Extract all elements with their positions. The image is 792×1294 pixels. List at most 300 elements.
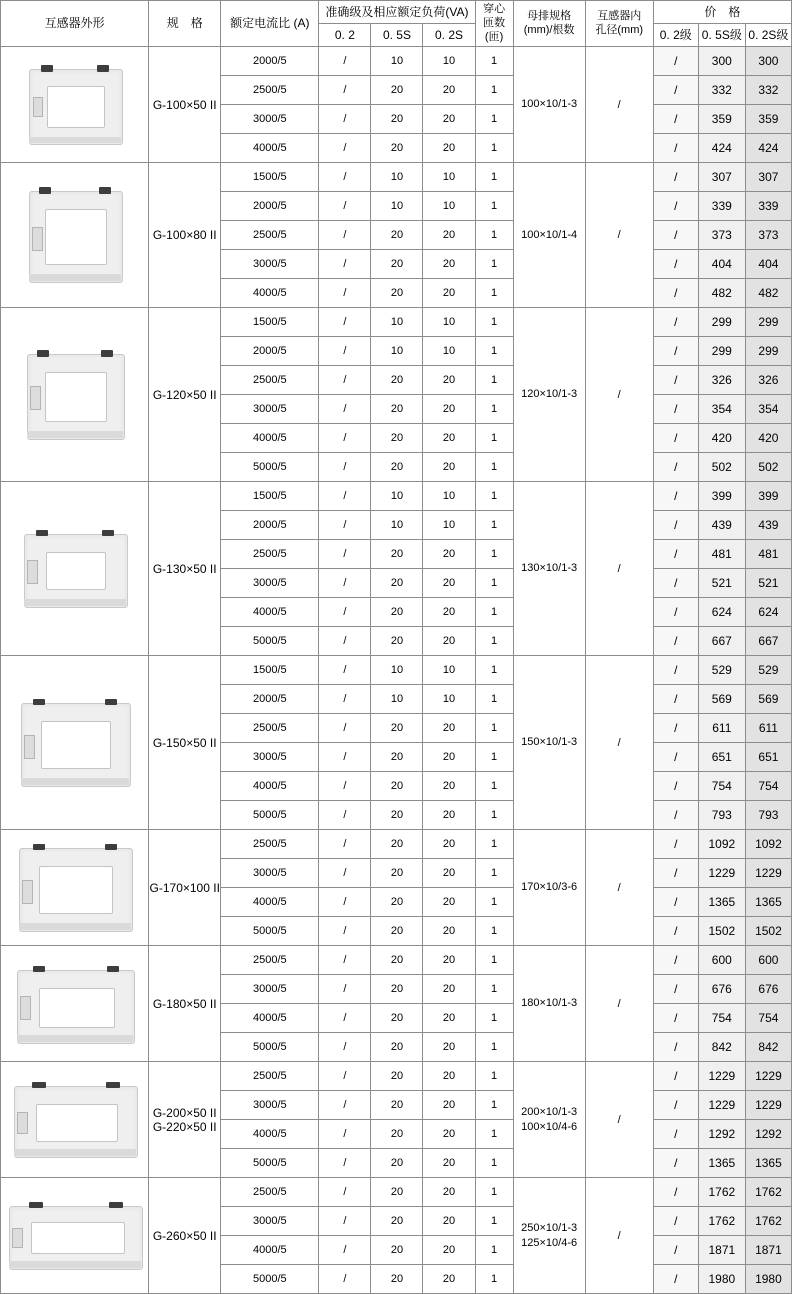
ct-image-100x50	[1, 47, 149, 163]
accuracy-0-2s: 20	[423, 801, 475, 830]
ratio-value: 5000/5	[221, 453, 319, 482]
hole-value: /	[585, 482, 653, 656]
accuracy-0-2: /	[319, 1091, 371, 1120]
price-0-2: /	[653, 47, 698, 76]
ct-image-130x50	[1, 482, 149, 656]
accuracy-0-2: /	[319, 308, 371, 337]
accuracy-0-5s: 20	[371, 801, 423, 830]
price-0-2s: 754	[745, 772, 791, 801]
price-0-2: /	[653, 366, 698, 395]
turns-value: 1	[475, 308, 513, 337]
bus-value: 100×10/1-4	[513, 163, 585, 308]
accuracy-0-2: /	[319, 859, 371, 888]
price-0-5s: 1871	[698, 1236, 745, 1265]
ratio-value: 3000/5	[221, 1207, 319, 1236]
accuracy-0-2: /	[319, 685, 371, 714]
accuracy-0-2: /	[319, 714, 371, 743]
price-0-5s: 600	[698, 946, 745, 975]
accuracy-0-5s: 10	[371, 482, 423, 511]
ratio-value: 5000/5	[221, 627, 319, 656]
accuracy-0-2: /	[319, 511, 371, 540]
accuracy-0-2: /	[319, 163, 371, 192]
spec-value: G-170×100 II	[149, 830, 221, 946]
accuracy-0-2s: 20	[423, 1149, 475, 1178]
accuracy-0-5s: 20	[371, 1178, 423, 1207]
price-0-2s: 754	[745, 1004, 791, 1033]
price-0-2s: 569	[745, 685, 791, 714]
accuracy-0-2s: 10	[423, 511, 475, 540]
header-price-group: 价 格	[653, 1, 791, 24]
ratio-value: 2000/5	[221, 47, 319, 76]
price-0-5s: 1292	[698, 1120, 745, 1149]
table-row	[1, 308, 792, 337]
accuracy-0-2: /	[319, 1265, 371, 1294]
ratio-value: 3000/5	[221, 975, 319, 1004]
header-bus-line1: 母排规格	[527, 9, 572, 22]
price-0-5s: 354	[698, 395, 745, 424]
price-0-2s: 842	[745, 1033, 791, 1062]
price-0-2: /	[653, 279, 698, 308]
price-0-2s: 300	[745, 47, 791, 76]
table-row	[1, 656, 792, 685]
accuracy-0-2s: 10	[423, 482, 475, 511]
accuracy-0-2s: 20	[423, 1265, 475, 1294]
turns-value: 1	[475, 134, 513, 163]
price-0-2s: 354	[745, 395, 791, 424]
price-0-5s: 1229	[698, 1062, 745, 1091]
hole-value: /	[585, 1062, 653, 1178]
price-0-2: /	[653, 685, 698, 714]
header-price-0-2: 0. 2级	[653, 24, 698, 47]
price-0-5s: 399	[698, 482, 745, 511]
header-bus-line2: (mm)/根数	[523, 23, 575, 36]
ratio-value: 4000/5	[221, 598, 319, 627]
price-0-2: /	[653, 105, 698, 134]
price-0-2s: 1871	[745, 1236, 791, 1265]
price-0-2s: 339	[745, 192, 791, 221]
ratio-value: 4000/5	[221, 1004, 319, 1033]
ratio-value: 5000/5	[221, 1265, 319, 1294]
price-0-2s: 1980	[745, 1265, 791, 1294]
turns-value: 1	[475, 105, 513, 134]
price-0-2: /	[653, 424, 698, 453]
price-0-2: /	[653, 511, 698, 540]
ratio-value: 2000/5	[221, 337, 319, 366]
price-0-5s: 1365	[698, 1149, 745, 1178]
accuracy-0-2: /	[319, 1004, 371, 1033]
price-0-2s: 1229	[745, 1091, 791, 1120]
price-0-2: /	[653, 1120, 698, 1149]
price-0-2s: 307	[745, 163, 791, 192]
turns-value: 1	[475, 453, 513, 482]
accuracy-0-2s: 20	[423, 888, 475, 917]
ratio-value: 4000/5	[221, 134, 319, 163]
accuracy-0-2: /	[319, 1149, 371, 1178]
turns-value: 1	[475, 250, 513, 279]
ratio-value: 1500/5	[221, 308, 319, 337]
spec-value: G-180×50 II	[149, 946, 221, 1062]
accuracy-0-2s: 20	[423, 1178, 475, 1207]
price-0-2: /	[653, 1149, 698, 1178]
price-0-2: /	[653, 714, 698, 743]
price-0-2: /	[653, 598, 698, 627]
price-0-5s: 326	[698, 366, 745, 395]
price-0-2: /	[653, 1004, 698, 1033]
price-0-2: /	[653, 221, 698, 250]
header-turns-line3: (匝)	[484, 30, 504, 43]
ratio-value: 2500/5	[221, 1178, 319, 1207]
turns-value: 1	[475, 1004, 513, 1033]
bus-value	[513, 1062, 585, 1178]
price-0-2s: 424	[745, 134, 791, 163]
turns-value: 1	[475, 685, 513, 714]
accuracy-0-2s: 20	[423, 743, 475, 772]
accuracy-0-5s: 20	[371, 105, 423, 134]
header-spec: 规 格	[149, 1, 221, 47]
ratio-value: 3000/5	[221, 569, 319, 598]
ratio-value: 2500/5	[221, 946, 319, 975]
hole-value: /	[585, 656, 653, 830]
accuracy-0-5s: 20	[371, 453, 423, 482]
accuracy-0-2: /	[319, 975, 371, 1004]
accuracy-0-2s: 20	[423, 917, 475, 946]
accuracy-0-5s: 20	[371, 395, 423, 424]
header-price-0-5s: 0. 5S级	[698, 24, 745, 47]
accuracy-0-5s: 10	[371, 337, 423, 366]
price-0-2s: 651	[745, 743, 791, 772]
ct-image-180x50	[1, 946, 149, 1062]
turns-value: 1	[475, 395, 513, 424]
price-0-2: /	[653, 830, 698, 859]
turns-value: 1	[475, 366, 513, 395]
accuracy-0-2s: 20	[423, 1091, 475, 1120]
accuracy-0-5s: 10	[371, 47, 423, 76]
accuracy-0-2: /	[319, 743, 371, 772]
ratio-value: 2000/5	[221, 511, 319, 540]
table-header-row-1	[1, 1, 792, 24]
accuracy-0-2s: 20	[423, 1062, 475, 1091]
accuracy-0-2s: 20	[423, 366, 475, 395]
accuracy-0-2: /	[319, 105, 371, 134]
accuracy-0-5s: 20	[371, 366, 423, 395]
accuracy-0-2: /	[319, 801, 371, 830]
accuracy-0-5s: 20	[371, 946, 423, 975]
bus-line-2: 100×10/4-6	[521, 1120, 578, 1133]
accuracy-0-2: /	[319, 47, 371, 76]
price-0-5s: 1092	[698, 830, 745, 859]
turns-value: 1	[475, 76, 513, 105]
price-0-2: /	[653, 656, 698, 685]
accuracy-0-2: /	[319, 1236, 371, 1265]
accuracy-0-2: /	[319, 337, 371, 366]
price-0-2: /	[653, 76, 698, 105]
price-0-2: /	[653, 1062, 698, 1091]
price-0-5s: 299	[698, 337, 745, 366]
accuracy-0-2s: 20	[423, 453, 475, 482]
price-0-2: /	[653, 772, 698, 801]
table-row	[1, 946, 792, 975]
price-0-5s: 482	[698, 279, 745, 308]
turns-value: 1	[475, 424, 513, 453]
accuracy-0-2: /	[319, 540, 371, 569]
hole-value: /	[585, 163, 653, 308]
accuracy-0-2: /	[319, 946, 371, 975]
bus-value: 150×10/1-3	[513, 656, 585, 830]
accuracy-0-2s: 20	[423, 540, 475, 569]
turns-value: 1	[475, 801, 513, 830]
accuracy-0-2: /	[319, 76, 371, 105]
price-0-5s: 529	[698, 656, 745, 685]
turns-value: 1	[475, 714, 513, 743]
bus-value: 120×10/1-3	[513, 308, 585, 482]
accuracy-0-5s: 20	[371, 134, 423, 163]
price-0-5s: 676	[698, 975, 745, 1004]
accuracy-0-5s: 20	[371, 540, 423, 569]
ratio-value: 4000/5	[221, 1120, 319, 1149]
price-0-5s: 842	[698, 1033, 745, 1062]
accuracy-0-2s: 20	[423, 975, 475, 1004]
price-0-2: /	[653, 627, 698, 656]
header-shape: 互感器外形	[1, 1, 149, 47]
ratio-value: 3000/5	[221, 105, 319, 134]
accuracy-0-2s: 10	[423, 685, 475, 714]
accuracy-0-5s: 20	[371, 1062, 423, 1091]
price-0-2s: 1092	[745, 830, 791, 859]
bus-value: 170×10/3-6	[513, 830, 585, 946]
ct-image-200x50	[1, 1062, 149, 1178]
price-0-2s: 1229	[745, 859, 791, 888]
accuracy-0-5s: 20	[371, 76, 423, 105]
turns-value: 1	[475, 627, 513, 656]
accuracy-0-2s: 10	[423, 308, 475, 337]
price-0-2: /	[653, 946, 698, 975]
turns-value: 1	[475, 1236, 513, 1265]
accuracy-0-2s: 20	[423, 250, 475, 279]
accuracy-0-5s: 20	[371, 1207, 423, 1236]
accuracy-0-2: /	[319, 1207, 371, 1236]
price-0-2s: 299	[745, 308, 791, 337]
accuracy-0-2s: 20	[423, 1207, 475, 1236]
price-0-2s: 1365	[745, 1149, 791, 1178]
turns-value: 1	[475, 830, 513, 859]
accuracy-0-2s: 20	[423, 598, 475, 627]
ct-image-170x100	[1, 830, 149, 946]
price-0-2s: 624	[745, 598, 791, 627]
price-0-5s: 1762	[698, 1207, 745, 1236]
table-row	[1, 1178, 792, 1207]
price-0-2s: 404	[745, 250, 791, 279]
accuracy-0-5s: 20	[371, 975, 423, 1004]
price-0-2s: 482	[745, 279, 791, 308]
accuracy-0-5s: 10	[371, 192, 423, 221]
price-0-5s: 754	[698, 1004, 745, 1033]
accuracy-0-2: /	[319, 1033, 371, 1062]
turns-value: 1	[475, 743, 513, 772]
price-0-5s: 359	[698, 105, 745, 134]
turns-value: 1	[475, 1178, 513, 1207]
price-0-2: /	[653, 192, 698, 221]
accuracy-0-2: /	[319, 569, 371, 598]
price-0-2: /	[653, 540, 698, 569]
accuracy-0-2s: 20	[423, 1033, 475, 1062]
price-0-5s: 754	[698, 772, 745, 801]
accuracy-0-2: /	[319, 482, 371, 511]
spec-value: G-100×80 II	[149, 163, 221, 308]
ratio-value: 2500/5	[221, 830, 319, 859]
price-0-5s: 439	[698, 511, 745, 540]
header-accuracy-0-5s: 0. 5S	[371, 24, 423, 47]
accuracy-0-5s: 20	[371, 1120, 423, 1149]
accuracy-0-2s: 20	[423, 627, 475, 656]
price-0-5s: 404	[698, 250, 745, 279]
price-0-2s: 420	[745, 424, 791, 453]
header-turns	[475, 1, 513, 47]
spec-value: G-260×50 II	[149, 1178, 221, 1294]
price-0-2: /	[653, 917, 698, 946]
price-0-2s: 521	[745, 569, 791, 598]
header-price-0-2s: 0. 2S级	[745, 24, 791, 47]
price-0-2s: 373	[745, 221, 791, 250]
accuracy-0-2: /	[319, 395, 371, 424]
price-0-5s: 793	[698, 801, 745, 830]
accuracy-0-2s: 20	[423, 1004, 475, 1033]
accuracy-0-2: /	[319, 772, 371, 801]
price-0-5s: 332	[698, 76, 745, 105]
turns-value: 1	[475, 1149, 513, 1178]
header-accuracy-0-2s: 0. 2S	[423, 24, 475, 47]
price-0-5s: 307	[698, 163, 745, 192]
price-0-5s: 420	[698, 424, 745, 453]
price-0-2s: 611	[745, 714, 791, 743]
price-0-5s: 624	[698, 598, 745, 627]
ct-image-260x50	[1, 1178, 149, 1294]
ct-image-100x80	[1, 163, 149, 308]
accuracy-0-5s: 20	[371, 1236, 423, 1265]
turns-value: 1	[475, 946, 513, 975]
price-0-2s: 1229	[745, 1062, 791, 1091]
ratio-value: 3000/5	[221, 859, 319, 888]
accuracy-0-2: /	[319, 917, 371, 946]
accuracy-0-2: /	[319, 1120, 371, 1149]
accuracy-0-2: /	[319, 656, 371, 685]
ratio-value: 3000/5	[221, 1091, 319, 1120]
ratio-value: 2500/5	[221, 540, 319, 569]
ct-image-150x50	[1, 656, 149, 830]
accuracy-0-2s: 20	[423, 221, 475, 250]
accuracy-0-2s: 20	[423, 279, 475, 308]
ratio-value: 4000/5	[221, 772, 319, 801]
accuracy-0-2s: 20	[423, 134, 475, 163]
turns-value: 1	[475, 540, 513, 569]
price-0-5s: 481	[698, 540, 745, 569]
bus-value	[513, 1178, 585, 1294]
turns-value: 1	[475, 511, 513, 540]
turns-value: 1	[475, 569, 513, 598]
header-hole-line2: 孔径(mm)	[595, 23, 644, 36]
table-row	[1, 830, 792, 859]
header-hole-line1: 互感器内	[597, 9, 642, 22]
ratio-value: 5000/5	[221, 801, 319, 830]
ratio-value: 5000/5	[221, 1033, 319, 1062]
price-0-2s: 1502	[745, 917, 791, 946]
turns-value: 1	[475, 598, 513, 627]
accuracy-0-2s: 20	[423, 424, 475, 453]
turns-value: 1	[475, 279, 513, 308]
accuracy-0-5s: 10	[371, 656, 423, 685]
bus-line-1: 250×10/1-3	[521, 1221, 578, 1234]
price-0-2: /	[653, 134, 698, 163]
price-0-2s: 1365	[745, 888, 791, 917]
price-0-2: /	[653, 1265, 698, 1294]
price-0-2: /	[653, 743, 698, 772]
price-0-2s: 676	[745, 975, 791, 1004]
ratio-value: 3000/5	[221, 395, 319, 424]
turns-value: 1	[475, 888, 513, 917]
turns-value: 1	[475, 192, 513, 221]
turns-value: 1	[475, 656, 513, 685]
accuracy-0-5s: 20	[371, 1149, 423, 1178]
turns-value: 1	[475, 1265, 513, 1294]
price-0-5s: 424	[698, 134, 745, 163]
turns-value: 1	[475, 1120, 513, 1149]
header-ratio: 额定电流比 (A)	[221, 1, 319, 47]
turns-value: 1	[475, 1207, 513, 1236]
spec-value: G-100×50 II	[149, 47, 221, 163]
turns-value: 1	[475, 482, 513, 511]
spec-value: G-150×50 II	[149, 656, 221, 830]
accuracy-0-5s: 20	[371, 598, 423, 627]
price-0-5s: 299	[698, 308, 745, 337]
ratio-value: 4000/5	[221, 424, 319, 453]
bus-line-1: 200×10/1-3	[521, 1105, 578, 1118]
accuracy-0-2s: 20	[423, 105, 475, 134]
price-0-2: /	[653, 337, 698, 366]
price-0-2: /	[653, 859, 698, 888]
price-0-5s: 569	[698, 685, 745, 714]
turns-value: 1	[475, 975, 513, 1004]
price-0-2s: 667	[745, 627, 791, 656]
accuracy-0-2s: 20	[423, 830, 475, 859]
price-0-2: /	[653, 1207, 698, 1236]
hole-value: /	[585, 308, 653, 482]
turns-value: 1	[475, 1062, 513, 1091]
price-0-2s: 399	[745, 482, 791, 511]
ratio-value: 4000/5	[221, 1236, 319, 1265]
price-0-5s: 373	[698, 221, 745, 250]
accuracy-0-2s: 10	[423, 337, 475, 366]
price-0-5s: 502	[698, 453, 745, 482]
accuracy-0-2: /	[319, 279, 371, 308]
turns-value: 1	[475, 163, 513, 192]
turns-value: 1	[475, 47, 513, 76]
turns-value: 1	[475, 772, 513, 801]
table-row	[1, 482, 792, 511]
price-0-5s: 1502	[698, 917, 745, 946]
ratio-value: 5000/5	[221, 917, 319, 946]
header-hole	[585, 1, 653, 47]
accuracy-0-2: /	[319, 627, 371, 656]
header-bus	[513, 1, 585, 47]
price-0-2s: 1762	[745, 1178, 791, 1207]
hole-value: /	[585, 946, 653, 1062]
ratio-value: 2500/5	[221, 76, 319, 105]
price-0-2s: 332	[745, 76, 791, 105]
price-0-2: /	[653, 1091, 698, 1120]
header-turns-line1: 穿心	[483, 3, 506, 15]
price-0-2: /	[653, 801, 698, 830]
turns-value: 1	[475, 859, 513, 888]
spec-value: G-120×50 II	[149, 308, 221, 482]
